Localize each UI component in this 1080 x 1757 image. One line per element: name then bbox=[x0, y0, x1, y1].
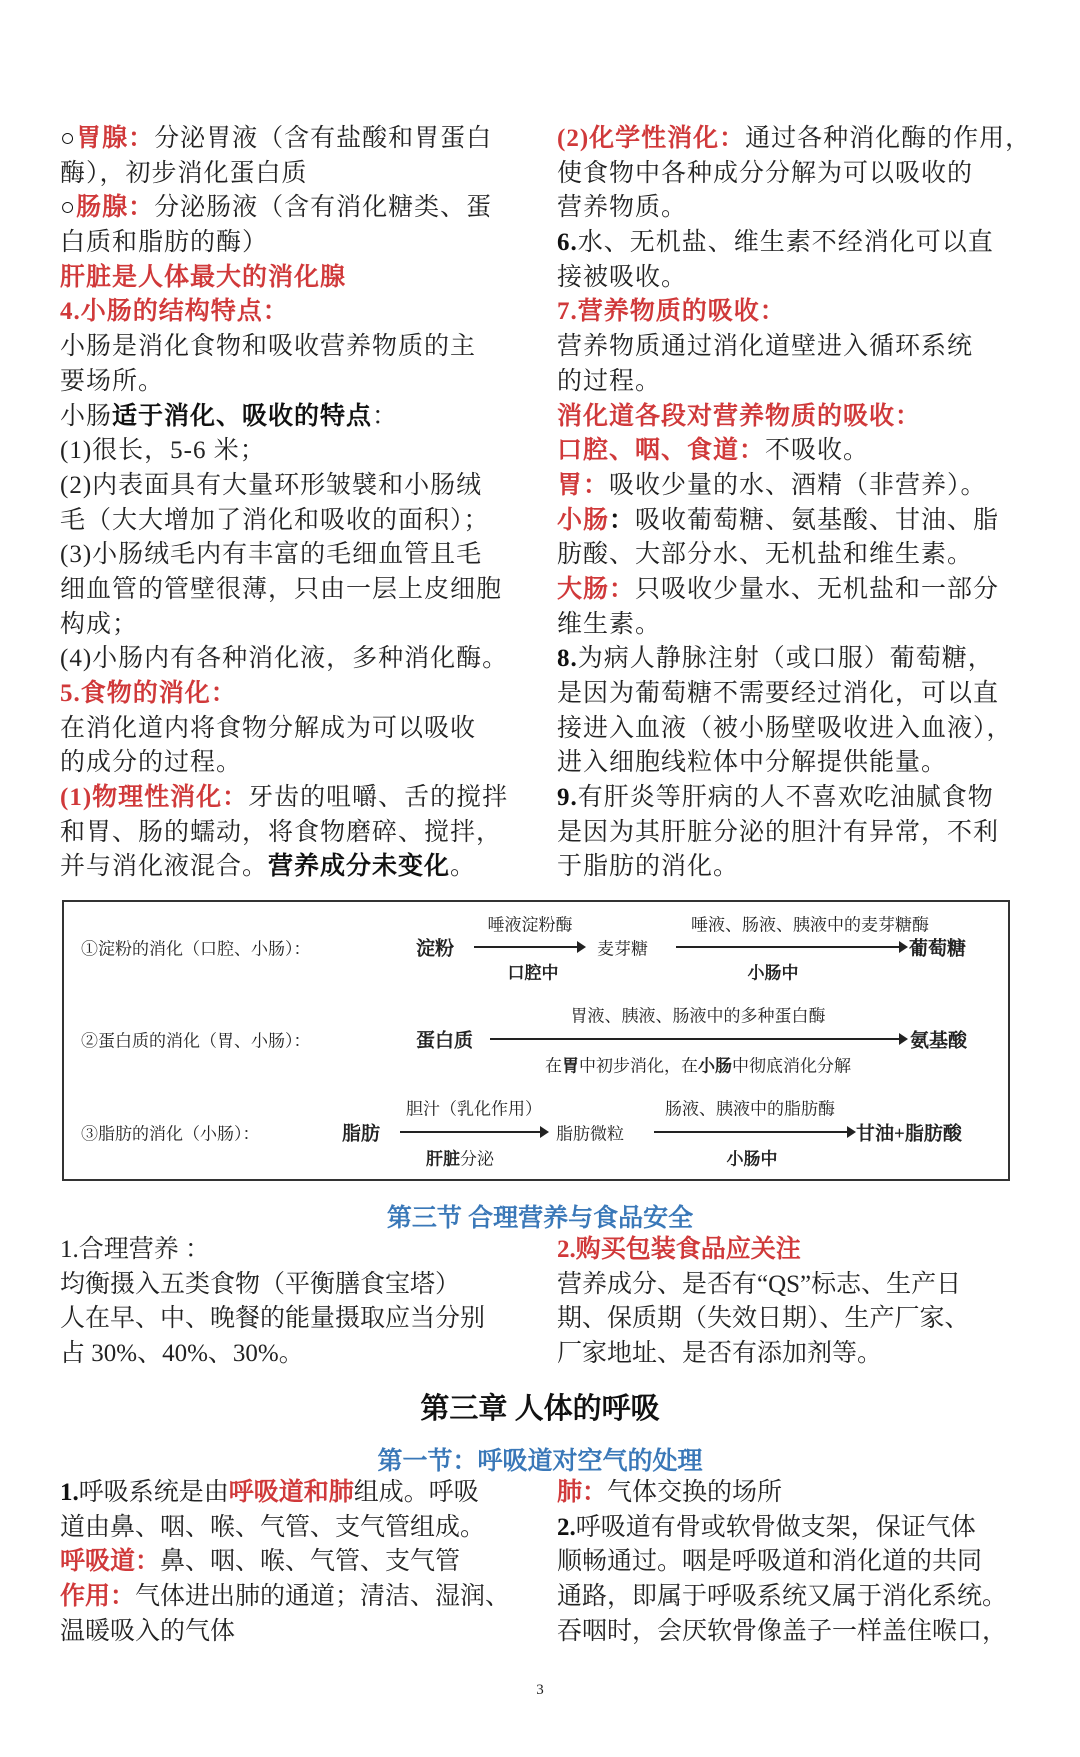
text-line bbox=[60, 712, 540, 747]
highlight-text: 肝脏是人体最大的消化腺 bbox=[60, 263, 347, 291]
text-line bbox=[557, 712, 1037, 747]
text-line bbox=[60, 677, 540, 712]
text-line bbox=[557, 1302, 1037, 1337]
text-line bbox=[60, 850, 540, 885]
starch-end: 葡萄糖 bbox=[909, 938, 967, 960]
nutrition-left bbox=[60, 1233, 540, 1372]
text-line bbox=[60, 573, 540, 608]
body-text: 。 bbox=[450, 853, 477, 881]
text-line bbox=[557, 365, 1037, 400]
highlight-text: 肠腺： bbox=[76, 194, 155, 222]
text-line bbox=[60, 261, 540, 296]
bold-text: 6. bbox=[557, 229, 578, 257]
body-text: 营养物质。 bbox=[557, 194, 688, 222]
highlight-text: 肺： bbox=[557, 1479, 608, 1506]
fat-enzyme2: 肠液、胰液中的脂肪酶 bbox=[665, 1099, 835, 1119]
text-line bbox=[557, 608, 1037, 643]
protein-end: 氨基酸 bbox=[910, 1030, 968, 1052]
body-text: ： bbox=[372, 402, 399, 430]
text-line bbox=[60, 330, 540, 365]
body-text: 有肝炎等肝病的人不喜欢吃油腻食物 bbox=[577, 784, 994, 812]
protein-start: 蛋白质 bbox=[416, 1030, 474, 1052]
body-text: 顺畅通过。咽是呼吸道和消化道的共同 bbox=[557, 1548, 983, 1576]
body-text: 厂家地址、是否有添加剂等。 bbox=[557, 1340, 883, 1368]
text-line bbox=[557, 1476, 1037, 1511]
page-number: 3 bbox=[536, 1682, 544, 1698]
highlight-text: 呼吸道和肺 bbox=[228, 1479, 354, 1506]
fat-place1 bbox=[426, 1145, 494, 1170]
text-line bbox=[60, 157, 540, 192]
top-left-column bbox=[60, 122, 540, 885]
highlight-text: 7.营养物质的吸收： bbox=[557, 298, 786, 326]
bold-text: 营养成分未变化 bbox=[268, 853, 451, 881]
text-line bbox=[60, 1615, 540, 1650]
highlight-text: 4.小肠的结构特点： bbox=[60, 298, 289, 326]
arrow-icon bbox=[654, 1131, 854, 1133]
text-line bbox=[557, 1268, 1037, 1303]
body-text: 为病人静脉注射（或口服）葡萄糖， bbox=[577, 645, 994, 673]
bold-text: 适于消化、吸收的特点 bbox=[112, 402, 373, 430]
body-text: 并与消化液混合。 bbox=[60, 853, 269, 881]
text-line bbox=[60, 226, 540, 261]
nutrition-right bbox=[557, 1233, 1037, 1372]
bold-text: ： bbox=[609, 506, 636, 534]
body-text: 进入细胞线粒体中分解提供能量。 bbox=[557, 749, 948, 777]
text-line bbox=[557, 1545, 1037, 1580]
body-text: 通过各种消化酶的作用， bbox=[745, 125, 1032, 152]
body-text: 构成； bbox=[60, 610, 139, 638]
bold-text: 1. bbox=[60, 1479, 79, 1506]
starch-enzyme1: 唾液淀粉酶 bbox=[487, 915, 573, 935]
body-text: 鼻、咽、喉、气管、支气管 bbox=[160, 1548, 461, 1576]
body-text: 营养成分、是否有“QS”标志、生产日 bbox=[557, 1270, 962, 1298]
place-text: 分泌 bbox=[460, 1149, 494, 1169]
text-line bbox=[557, 781, 1037, 816]
chapter-title: 第三章 人体的呼吸 bbox=[420, 1393, 660, 1425]
text-line bbox=[557, 122, 1037, 157]
bold-text: ○ bbox=[60, 125, 77, 152]
body-text: 水、无机盐、维生素不经消化可以直 bbox=[577, 229, 994, 257]
body-text: 吸收少量的水、酒精（非营养）。 bbox=[609, 471, 987, 499]
starch-place2: 小肠中 bbox=[747, 963, 799, 983]
text-line bbox=[60, 1302, 540, 1337]
bold-text: ○ bbox=[60, 194, 77, 222]
starch-place1: 口腔中 bbox=[507, 963, 559, 983]
body-text: 营养物质通过消化道壁进入循环系统 bbox=[557, 333, 974, 361]
section-heading-respiratory: 第一节：呼吸道对空气的处理 bbox=[377, 1448, 703, 1475]
text-line bbox=[557, 191, 1037, 226]
fat-place2: 小肠中 bbox=[726, 1149, 778, 1169]
body-text: 均衡摄入五类食物（平衡膳食宝塔） bbox=[60, 1270, 461, 1298]
text-line bbox=[60, 1476, 540, 1511]
highlight-text: 作用： bbox=[60, 1583, 136, 1611]
text-line bbox=[60, 1511, 540, 1546]
note-text: 在 bbox=[545, 1056, 562, 1076]
body-text: (1)很长，5-6 米； bbox=[60, 437, 266, 465]
text-line bbox=[557, 538, 1037, 573]
text-line bbox=[557, 261, 1037, 296]
body-text: (3)小肠绒毛内有丰富的毛细血管且毛 bbox=[60, 541, 483, 569]
text-line bbox=[557, 157, 1037, 192]
highlight-text: 胃腺： bbox=[76, 125, 155, 152]
body-text: 接进入血液（被小肠壁吸收进入血液）， bbox=[557, 714, 1013, 742]
text-line bbox=[60, 1580, 540, 1615]
highlight-text: 呼吸道： bbox=[60, 1548, 161, 1576]
body-text: 小肠是消化食物和吸收营养物质的主 bbox=[60, 333, 477, 361]
fat-end: 甘油+脂肪酸 bbox=[856, 1123, 962, 1145]
body-text: 维生素。 bbox=[557, 610, 662, 638]
starch-start: 淀粉 bbox=[416, 938, 455, 960]
text-line bbox=[557, 1580, 1037, 1615]
arrow-icon bbox=[474, 946, 584, 948]
arrow-icon bbox=[676, 946, 906, 948]
body-text: 小肠 bbox=[60, 402, 113, 430]
text-line bbox=[557, 746, 1037, 781]
text-line bbox=[557, 1511, 1037, 1546]
body-text: 呼吸系统是由 bbox=[78, 1479, 229, 1506]
text-line bbox=[60, 295, 540, 330]
body-text: 要场所。 bbox=[60, 367, 165, 395]
body-text: 温暖吸入的气体 bbox=[60, 1617, 236, 1645]
body-text: 的过程。 bbox=[557, 367, 662, 395]
body-text: 接被吸收。 bbox=[557, 263, 688, 291]
text-line bbox=[557, 850, 1037, 885]
body-text: 不吸收。 bbox=[765, 437, 870, 465]
body-text: 是因为其肝脏分泌的胆汁有异常，不利 bbox=[557, 818, 1000, 846]
text-line bbox=[60, 191, 540, 226]
text-line bbox=[60, 400, 540, 435]
respiratory-left bbox=[60, 1476, 540, 1649]
fat-enzyme1: 胆汁（乳化作用） bbox=[406, 1099, 542, 1119]
note-text: 中初步消化，在 bbox=[579, 1056, 698, 1076]
text-line bbox=[60, 608, 540, 643]
text-line bbox=[60, 1545, 540, 1580]
body-text: 酶），初步消化蛋白质 bbox=[60, 159, 308, 187]
bold-text: 8. bbox=[557, 645, 578, 673]
starch-enzyme2: 唾液、肠液、胰液中的麦芽糖酶 bbox=[691, 915, 929, 935]
starch-row-label: ①淀粉的消化（口腔、小肠）： bbox=[81, 939, 311, 959]
text-line bbox=[60, 746, 540, 781]
body-text: 肪酸、大部分水、无机盐和维生素。 bbox=[557, 541, 974, 569]
protein-enzyme: 胃液、胰液、肠液中的多种蛋白酶 bbox=[570, 1006, 826, 1026]
top-right-column bbox=[557, 122, 1037, 885]
text-line bbox=[557, 469, 1037, 504]
highlight-text: 2.购买包装食品应关注 bbox=[557, 1236, 801, 1263]
starch-mid: 麦芽糖 bbox=[597, 939, 648, 959]
protein-row-label: ②蛋白质的消化（胃、小肠）： bbox=[81, 1031, 311, 1051]
text-line bbox=[60, 434, 540, 469]
place-bold: 肝脏 bbox=[426, 1149, 460, 1169]
highlight-text: 小肠 bbox=[557, 506, 610, 534]
section-heading-nutrition: 第三节 合理营养与食品安全 bbox=[386, 1205, 694, 1232]
text-line bbox=[557, 330, 1037, 365]
body-text: 组成。呼吸 bbox=[353, 1479, 479, 1506]
highlight-text: (1)物理性消化： bbox=[60, 784, 249, 812]
body-text: 白质和脂肪的酶） bbox=[60, 229, 269, 257]
body-text: 于脂肪的消化。 bbox=[557, 853, 740, 881]
highlight-text: 5.食物的消化： bbox=[60, 680, 237, 707]
body-text: 吞咽时，会厌软骨像盖子一样盖住喉口， bbox=[557, 1617, 1008, 1645]
body-text: 细血管的管壁很薄，只由一层上皮细胞 bbox=[60, 575, 503, 603]
body-text: (2)内表面具有大量环形皱襞和小肠绒 bbox=[60, 471, 483, 499]
body-text: 使食物中各种成分分解为可以吸收的 bbox=[557, 159, 974, 187]
fat-start: 脂肪 bbox=[342, 1123, 381, 1145]
text-line bbox=[557, 434, 1037, 469]
body-text: 期、保质期（失效日期）、生产厂家、 bbox=[557, 1305, 970, 1333]
text-line bbox=[60, 469, 540, 504]
highlight-text: 消化道各段对营养物质的吸收： bbox=[557, 402, 922, 430]
body-text: 牙齿的咀嚼、舌的搅拌 bbox=[248, 784, 509, 812]
text-line bbox=[557, 677, 1037, 712]
text-line bbox=[60, 504, 540, 539]
highlight-text: 胃： bbox=[557, 471, 610, 499]
text-line bbox=[60, 538, 540, 573]
note-text: 中彻底消化分解 bbox=[732, 1056, 851, 1076]
body-text: 气体交换的场所 bbox=[607, 1479, 783, 1506]
text-line bbox=[60, 1233, 540, 1268]
body-text: 人在早、中、晚餐的能量摄取应当分别 bbox=[60, 1305, 486, 1333]
text-line bbox=[557, 1615, 1037, 1650]
body-text: 呼吸道有骨或软骨做支架，保证气体 bbox=[575, 1513, 976, 1541]
fat-row-label: ③脂肪的消化（小肠）： bbox=[81, 1124, 260, 1144]
body-text: 吸收葡萄糖、氨基酸、甘油、脂 bbox=[635, 506, 1000, 534]
text-line bbox=[557, 816, 1037, 851]
text-line bbox=[60, 1268, 540, 1303]
bold-text: 2. bbox=[557, 1513, 576, 1541]
text-line bbox=[557, 504, 1037, 539]
text-line bbox=[557, 573, 1037, 608]
bold-text: 9. bbox=[557, 784, 578, 812]
highlight-text: 大肠： bbox=[557, 575, 636, 603]
text-line bbox=[60, 122, 540, 157]
text-line bbox=[60, 642, 540, 677]
respiratory-right bbox=[557, 1476, 1037, 1649]
highlight-text: 口腔、咽、食道： bbox=[557, 437, 766, 465]
body-text: 只吸收少量水、无机盐和一部分 bbox=[635, 575, 1000, 603]
body-text: 毛（大大增加了消化和吸收的面积）； bbox=[60, 506, 490, 534]
protein-note bbox=[545, 1052, 851, 1077]
body-text: 占 30%、40%、30%。 bbox=[60, 1340, 304, 1368]
body-text: 道由鼻、咽、喉、气管、支气管组成。 bbox=[60, 1513, 486, 1541]
body-text: (4)小肠内有各种消化液，多种消化酶。 bbox=[60, 645, 509, 673]
body-text: 分泌胃液（含有盐酸和胃蛋白 bbox=[154, 125, 493, 152]
digestion-diagram bbox=[62, 900, 1010, 1181]
text-line bbox=[60, 365, 540, 400]
body-text: 分泌肠液（含有消化糖类、蛋 bbox=[154, 194, 493, 222]
body-text: 通路，即属于呼吸系统又属于消化系统。 bbox=[557, 1583, 1008, 1611]
body-text: 的成分的过程。 bbox=[60, 749, 243, 777]
text-line bbox=[557, 295, 1037, 330]
text-line bbox=[60, 816, 540, 851]
text-line bbox=[60, 1337, 540, 1372]
text-line bbox=[557, 642, 1037, 677]
highlight-text: (2)化学性消化： bbox=[557, 125, 746, 152]
note-bold: 胃 bbox=[562, 1056, 579, 1076]
body-text: 气体进出肺的通道；清洁、湿润、 bbox=[135, 1583, 511, 1611]
body-text: 在消化道内将食物分解成为可以吸收 bbox=[60, 714, 477, 742]
body-text: 是因为葡萄糖不需要经过消化，可以直 bbox=[557, 680, 1000, 707]
text-line bbox=[60, 781, 540, 816]
text-line bbox=[557, 226, 1037, 261]
note-bold: 小肠 bbox=[698, 1056, 732, 1076]
body-text: 1.合理营养 ： bbox=[60, 1236, 211, 1263]
text-line bbox=[557, 1233, 1037, 1268]
arrow-icon bbox=[400, 1131, 547, 1133]
arrow-icon bbox=[490, 1038, 906, 1040]
body-text: 和胃、肠的蠕动，将食物磨碎、搅拌， bbox=[60, 818, 503, 846]
text-line bbox=[557, 1337, 1037, 1372]
text-line bbox=[557, 400, 1037, 435]
fat-mid: 脂肪微粒 bbox=[556, 1124, 624, 1144]
